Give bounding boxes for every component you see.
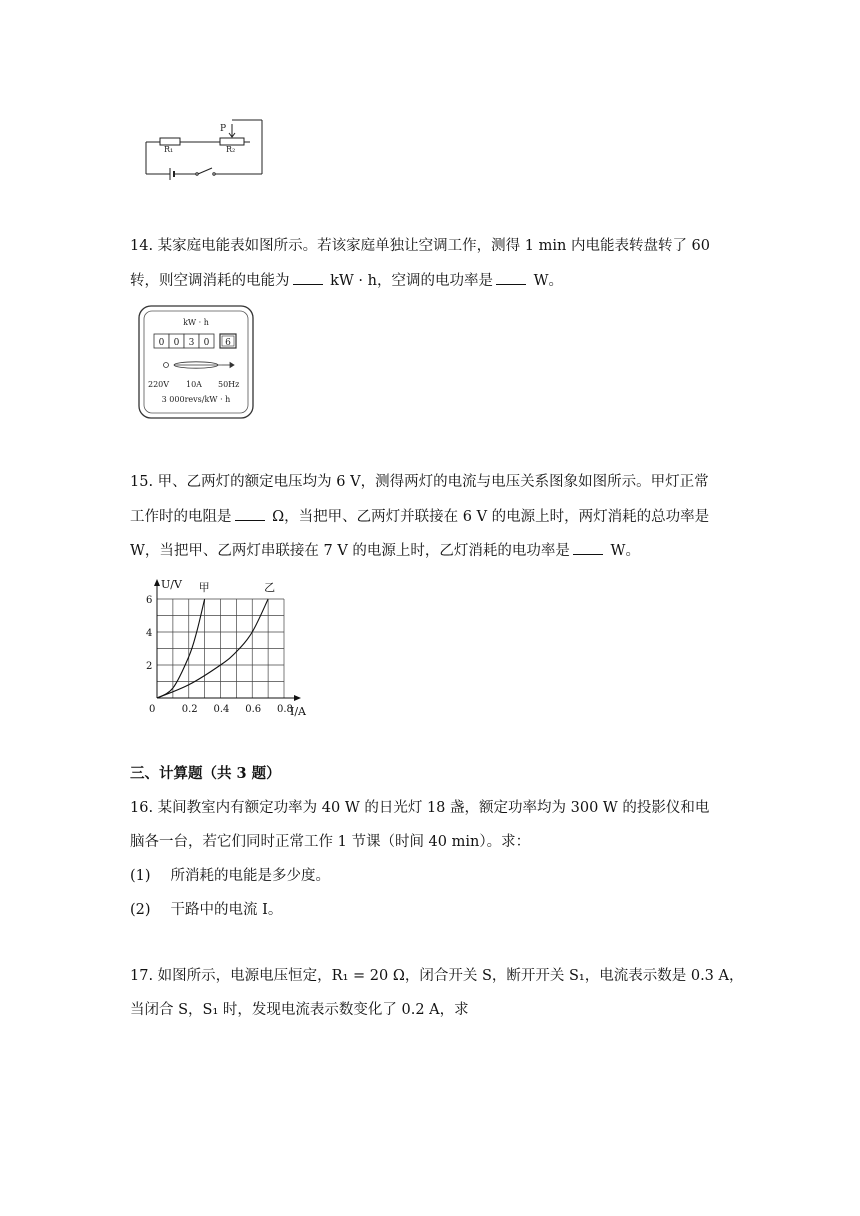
meter-unit: kW · h: [183, 318, 209, 327]
y-axis-label: U/V: [161, 578, 182, 591]
answer-blank-power-yi[interactable]: [573, 540, 603, 555]
q14-text-c: W。: [528, 273, 563, 289]
q15-text-c: W，当把甲、乙两灯串联接在 7 V 的电源上时，乙灯消耗的电功率是: [130, 543, 570, 559]
meter-digit-1: 0: [158, 338, 165, 348]
series-label-yi: 乙: [264, 581, 276, 594]
q17-line2: 当闭合 S，S₁ 时，发现电流表示数变化了 0.2 A，求: [130, 1002, 469, 1018]
q16-line1: 16. 某间教室内有额定功率为 40 W 的日光灯 18 盏，额定功率均为 300 W 的投影仪和电: [130, 800, 710, 816]
q17-line1: 17. 如图所示，电源电压恒定，R₁ = 20 Ω，闭合开关 S，断开开关 S₁，电流表示数是 0.3 A，: [130, 968, 744, 984]
answer-blank-resistance[interactable]: [235, 506, 265, 521]
x-tick-label: 0.4: [213, 704, 230, 715]
q16-sub2-text: 干路中的电流 I。: [170, 902, 283, 918]
switch-blade: [198, 168, 212, 174]
circuit-diagram-q13: [140, 116, 270, 180]
y-axis-arrow: [154, 579, 160, 586]
y-tick-label: 2: [146, 661, 153, 672]
q14-text-b: kW · h，空调的电功率是: [325, 273, 493, 289]
answer-blank-power[interactable]: [496, 270, 526, 285]
q15-text-b: Ω，当把甲、乙两灯并联接在 6 V 的电源上时，两灯消耗的总功率是: [267, 509, 710, 525]
x-axis-label: I/A: [290, 705, 306, 718]
x-tick-label: 0.8: [277, 704, 293, 715]
meter-digit-5: 6: [225, 338, 231, 348]
x-tick-label: 0.6: [245, 704, 262, 715]
meter-spec-voltage: 220V: [148, 380, 170, 389]
meter-digit-4: 0: [203, 338, 210, 348]
meter-spec-frequency: 50Hz: [218, 380, 240, 389]
answer-blank-energy[interactable]: [293, 270, 323, 285]
label-p: P: [220, 124, 227, 134]
label-r2: R₂: [226, 145, 236, 154]
resistor-r2: [220, 138, 244, 145]
meter-spec-revs: 3 000revs/kW · h: [161, 395, 231, 404]
x-axis-arrow: [294, 695, 301, 701]
section-heading: 三、计算题（共 3 题）: [130, 765, 281, 782]
voltage-current-chart: [140, 574, 320, 720]
resistor-r1: [160, 138, 180, 145]
meter-digit-3: 3: [188, 338, 195, 348]
q16-line2: 脑各一台，若它们同时正常工作 1 节课（时间 40 min）。求：: [130, 834, 531, 850]
q15-text-a: 工作时的电阻是: [130, 509, 232, 525]
q16-sub2-number: (2): [130, 902, 151, 918]
q16-sub1-number: (1): [130, 868, 151, 884]
q14-line2: [130, 270, 563, 291]
electric-meter-figure: [138, 305, 254, 419]
series-label-jia: 甲: [198, 581, 210, 594]
q16-sub1-text: 所消耗的电能是多少度。: [170, 868, 331, 884]
y-tick-label: 4: [146, 628, 153, 639]
q16-sub1: [130, 866, 330, 886]
label-r1: R₁: [164, 145, 174, 154]
q15-line2: [130, 506, 709, 527]
meter-spec-current: 10A: [186, 380, 202, 389]
y-tick-label: 6: [146, 595, 153, 606]
x-tick-label: 0: [149, 704, 156, 715]
q14-line1: 14. 某家庭电能表如图所示。若该家庭单独让空调工作，测得 1 min 内电能表转盘转了 60: [130, 238, 711, 254]
q15-line3: [130, 540, 640, 561]
q16-sub2: [130, 900, 282, 920]
q14-text-a: 转，则空调消耗的电能为: [130, 273, 290, 289]
meter-digit-2: 0: [173, 338, 180, 348]
x-tick-label: 0.2: [181, 704, 198, 715]
q15-line1: 15. 甲、乙两灯的额定电压均为 6 V，测得两灯的电流与电压关系图象如图所示。甲灯正常: [130, 474, 709, 490]
q15-text-d: W。: [605, 543, 640, 559]
